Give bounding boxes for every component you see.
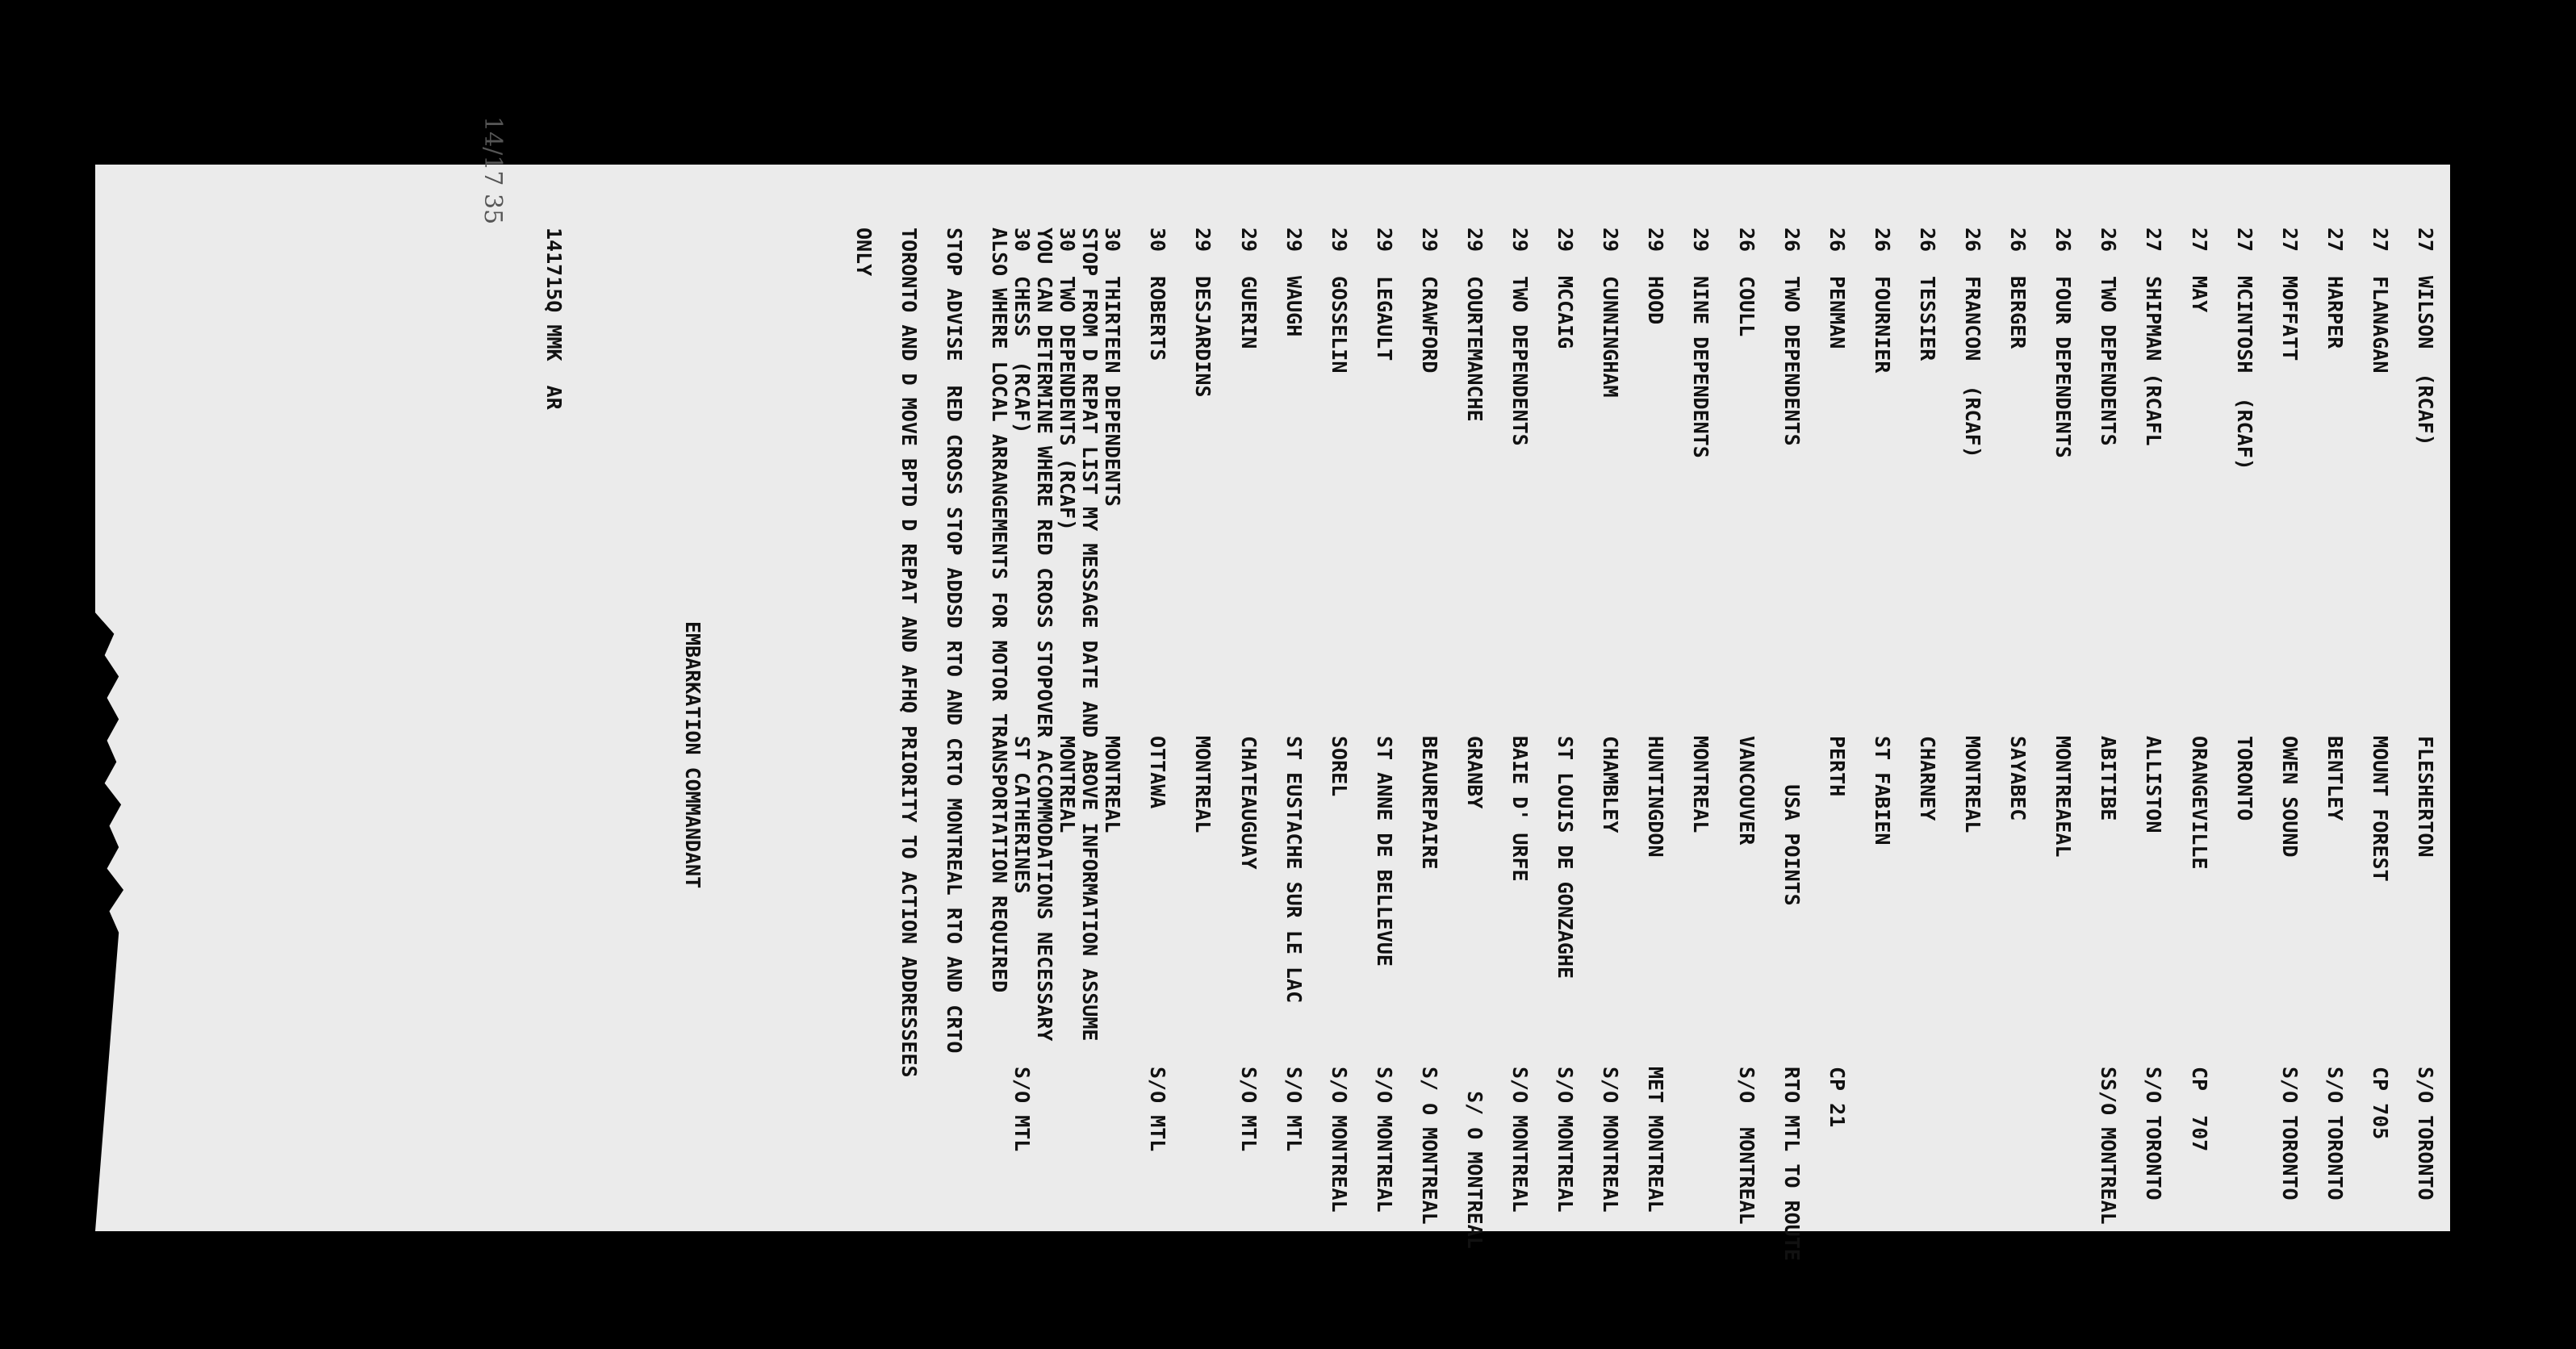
row-destination: OWEN SOUND bbox=[2277, 736, 2302, 858]
row-destination: SAYABEC bbox=[2006, 736, 2030, 821]
feed-hole bbox=[487, 1263, 508, 1284]
row-routing: CP 21 bbox=[1825, 1067, 1849, 1128]
list-row bbox=[1452, 228, 1497, 1249]
row-destination: ST ANNE DE BELLEVUE bbox=[1372, 736, 1396, 967]
message-line: TORONTO AND D MOVE BPTD D REPAT AND AFHQ PRIORITY TO ACTION ADDRESSEES bbox=[897, 228, 921, 1078]
feed-holes bbox=[99, 1263, 2448, 1296]
row-destination: SOREL bbox=[1327, 736, 1351, 797]
row-destination: ST EUSTACHE SUR LE LAC bbox=[1282, 736, 1306, 1004]
list-row bbox=[1542, 228, 1587, 1213]
feed-hole bbox=[224, 1263, 245, 1284]
feed-hole bbox=[1145, 1263, 1166, 1284]
list-row bbox=[1950, 228, 1995, 1196]
list-row bbox=[2402, 228, 2448, 1201]
list-row bbox=[1587, 228, 1633, 1213]
row-date: 26 bbox=[1734, 228, 1758, 253]
row-name: HARPER bbox=[2323, 276, 2347, 349]
row-name: CRAWFORD bbox=[1417, 276, 1441, 374]
row-routing: S/O MONTREAL bbox=[1508, 1067, 1533, 1213]
feed-hole bbox=[1671, 1263, 1692, 1284]
list-row bbox=[2085, 228, 2131, 1225]
list-row bbox=[1859, 228, 1905, 1196]
row-name: FOURNIER bbox=[1870, 276, 1894, 374]
row-date: 29 bbox=[1508, 228, 1533, 253]
list-row bbox=[2222, 228, 2267, 1196]
row-routing: S/O TORONTO bbox=[2323, 1067, 2347, 1201]
row-name: MAY bbox=[2187, 276, 2211, 313]
row-routing: MET MONTREAL bbox=[1644, 1067, 1668, 1213]
row-routing: S/O MTL bbox=[1236, 1067, 1261, 1152]
feed-hole bbox=[2000, 1263, 2021, 1284]
row-destination: CHAMBLEY bbox=[1599, 736, 1623, 833]
feed-hole bbox=[2394, 1263, 2415, 1284]
feed-hole bbox=[421, 1263, 442, 1284]
message-reference: 141715Q MMK AR bbox=[542, 228, 566, 410]
row-date: 26 bbox=[2006, 228, 2030, 253]
message-line: STOP FROM D REPAT LIST MY MESSAGE DATE AND ABOVE INFORMATION ASSUME bbox=[1078, 228, 1102, 1042]
feed-hole bbox=[684, 1263, 705, 1284]
feed-hole bbox=[1408, 1263, 1429, 1284]
list-row bbox=[2312, 228, 2357, 1201]
row-destination: PERTH bbox=[1825, 736, 1849, 797]
row-name: WILSON (RCAF) bbox=[2414, 276, 2437, 446]
feed-hole bbox=[1277, 1263, 1298, 1284]
teletype-message bbox=[99, 116, 2448, 1261]
row-name: HOOD bbox=[1644, 276, 1668, 325]
row-date: 29 bbox=[1463, 228, 1487, 253]
row-routing: S/O MTL bbox=[1282, 1067, 1306, 1152]
row-date: 29 bbox=[1417, 228, 1441, 253]
feed-hole bbox=[1868, 1263, 1889, 1284]
row-destination: BENTLEY bbox=[2323, 736, 2347, 821]
row-name: FRANCON (RCAF) bbox=[1961, 276, 1985, 458]
row-name: MOFFATT bbox=[2277, 276, 2302, 361]
row-name: LEGAULT bbox=[1372, 276, 1396, 361]
list-row bbox=[1905, 228, 1950, 1196]
list-row bbox=[1407, 228, 1452, 1225]
row-name: GOSSELIN bbox=[1327, 276, 1351, 374]
row-name: NINE DEPENDENTS bbox=[1689, 276, 1713, 458]
row-date: 30 bbox=[1056, 228, 1080, 253]
row-name: TESSIER bbox=[1915, 276, 1939, 361]
feed-hole bbox=[1211, 1263, 1232, 1284]
feed-hole bbox=[1540, 1263, 1561, 1284]
row-destination: BEAUREPAIRE bbox=[1417, 736, 1441, 870]
row-destination: GRANBY bbox=[1463, 736, 1487, 809]
list-row bbox=[2267, 228, 2312, 1201]
feed-hole bbox=[2066, 1263, 2087, 1284]
row-routing: SS/O MONTREAL bbox=[2097, 1067, 2121, 1225]
row-name: THIRTEEN DEPENDENTS bbox=[1101, 276, 1125, 507]
row-routing: S/O MTL bbox=[1010, 1067, 1035, 1152]
row-date: 27 bbox=[2142, 228, 2166, 253]
row-destination: MONTREAL bbox=[1191, 736, 1215, 833]
row-date: 29 bbox=[1644, 228, 1668, 253]
row-routing: S/O MONTREAL bbox=[1554, 1067, 1578, 1213]
feed-hole bbox=[356, 1263, 377, 1284]
row-routing: S/O MONTREAL bbox=[1734, 1067, 1758, 1225]
row-name: GUERIN bbox=[1236, 276, 1261, 349]
row-date: 26 bbox=[1915, 228, 1939, 253]
row-date: 26 bbox=[1779, 228, 1804, 253]
row-destination: MOUNT FOREST bbox=[2368, 736, 2392, 882]
row-date: 27 bbox=[2277, 228, 2302, 253]
row-destination: ST CATHERINES bbox=[1010, 736, 1035, 894]
row-destination: ALLISTON bbox=[2142, 736, 2166, 833]
row-date: 29 bbox=[1282, 228, 1306, 253]
row-date: 27 bbox=[2414, 228, 2437, 253]
row-name: ROBERTS bbox=[1146, 276, 1170, 361]
feed-hole bbox=[1737, 1263, 1758, 1284]
row-routing: S/ O MONTREAL bbox=[1463, 1067, 1487, 1249]
row-destination: OTTAWA bbox=[1146, 736, 1170, 809]
row-destination: ORANGEVILLE bbox=[2187, 736, 2211, 870]
message-line: STOP ADVISE RED CROSS STOP ADDSD RTO AND CRTO MONTREAL RTO AND CRTO bbox=[943, 228, 966, 1054]
row-routing: S/O TORONTO bbox=[2277, 1067, 2302, 1201]
feed-hole bbox=[290, 1263, 311, 1284]
row-date: 29 bbox=[1599, 228, 1623, 253]
list-row bbox=[2176, 228, 2221, 1196]
row-date: 30 bbox=[1146, 228, 1170, 253]
row-date: 26 bbox=[1825, 228, 1849, 253]
row-destination: ST FABIEN bbox=[1870, 736, 1894, 846]
dependents-list bbox=[999, 228, 2448, 1261]
row-date: 30 bbox=[1101, 228, 1125, 253]
row-date: 29 bbox=[1191, 228, 1215, 253]
row-date: 29 bbox=[1554, 228, 1578, 253]
row-destination: TORONTO bbox=[2232, 736, 2256, 821]
row-date: 27 bbox=[2368, 228, 2392, 253]
row-destination: CHARNEY bbox=[1915, 736, 1939, 821]
row-destination: MONTREAL bbox=[1689, 736, 1713, 833]
row-date: 26 bbox=[2051, 228, 2076, 253]
list-row bbox=[1180, 228, 1225, 1196]
list-row bbox=[1678, 228, 1723, 1196]
row-destination: MONTREAL bbox=[1101, 736, 1125, 833]
feed-hole bbox=[1474, 1263, 1495, 1284]
row-date: 26 bbox=[1961, 228, 1985, 253]
row-date: 27 bbox=[2232, 228, 2256, 253]
list-row bbox=[1724, 228, 1769, 1225]
feed-hole bbox=[1605, 1263, 1626, 1284]
list-row bbox=[1814, 228, 1859, 1196]
row-routing: S/O MONTREAL bbox=[1372, 1067, 1396, 1213]
feed-hole bbox=[158, 1263, 179, 1284]
message-body bbox=[841, 228, 1112, 1212]
row-name: FOUR DEPENDENTS bbox=[2051, 276, 2076, 458]
row-name: BERGER bbox=[2006, 276, 2030, 349]
row-destination: MONTREAL bbox=[1961, 736, 1985, 833]
row-routing: RTO MTL TO ROUTE bbox=[1779, 1067, 1804, 1261]
feed-hole bbox=[1014, 1263, 1035, 1284]
list-row bbox=[1225, 228, 1270, 1196]
row-name: FLANAGAN bbox=[2368, 276, 2392, 374]
list-row bbox=[1769, 228, 1814, 1261]
list-row bbox=[1497, 228, 1542, 1213]
row-date: 29 bbox=[1236, 228, 1261, 253]
row-destination: MONTREAL bbox=[1056, 736, 1080, 833]
row-destination: ST LOUIS DE GONZAGHE bbox=[1554, 736, 1578, 979]
row-name: TWO DEPENDENTS (RCAF) bbox=[1056, 276, 1080, 532]
row-routing: S/O MONTREAL bbox=[1327, 1067, 1351, 1213]
row-name: DESJARDINS bbox=[1191, 276, 1215, 398]
feed-hole bbox=[553, 1263, 574, 1284]
row-destination: ABITIBE bbox=[2097, 736, 2121, 821]
row-date: 29 bbox=[1689, 228, 1713, 253]
row-destination: VANCOUVER bbox=[1734, 736, 1758, 846]
signature: EMBARKATION COMMANDANT bbox=[681, 621, 705, 889]
feed-hole bbox=[2329, 1263, 2350, 1284]
row-name: SHIPMAN (RCAFL bbox=[2142, 276, 2166, 446]
feed-hole bbox=[1342, 1263, 1363, 1284]
row-routing: S/O MONTREAL bbox=[1599, 1067, 1623, 1213]
feed-hole bbox=[1079, 1263, 1100, 1284]
row-name: CHESS (RCAF) bbox=[1010, 276, 1035, 434]
row-date: 29 bbox=[1372, 228, 1396, 253]
row-date: 26 bbox=[1870, 228, 1894, 253]
feed-hole bbox=[816, 1263, 837, 1284]
row-routing: CP 707 bbox=[2187, 1067, 2211, 1152]
row-destination: CHATEAUGUAY bbox=[1236, 736, 1261, 870]
message-line: ALSO WHERE LOCAL ARRANGEMENTS FOR MOTOR TRANSPORTATION REQUIRED bbox=[988, 228, 1011, 993]
row-destination: USA POINTS bbox=[1779, 736, 1804, 906]
list-row bbox=[1995, 228, 2040, 1196]
row-destination: FLESHERTON bbox=[2414, 736, 2437, 858]
row-routing: S/O TORONTO bbox=[2142, 1067, 2166, 1201]
list-row bbox=[1135, 228, 1180, 1196]
row-name: TWO DEPENDENTS bbox=[1508, 276, 1533, 446]
list-row bbox=[1361, 228, 1407, 1213]
feed-hole bbox=[619, 1263, 640, 1284]
row-date: 29 bbox=[1327, 228, 1351, 253]
row-destination: BAIE D' URFE bbox=[1508, 736, 1533, 882]
row-name: PENMAN bbox=[1825, 276, 1849, 349]
list-row bbox=[1316, 228, 1361, 1213]
row-name: WAUGH bbox=[1282, 276, 1306, 337]
handwritten-note: 14/17 35 bbox=[479, 116, 507, 225]
row-routing: S/ O MONTREAL bbox=[1417, 1067, 1441, 1225]
row-name: TWO DEPENDENTS bbox=[1779, 276, 1804, 446]
row-name: COURTEMANCHE bbox=[1463, 276, 1487, 422]
list-row bbox=[2040, 228, 2085, 1196]
row-routing: S/O MTL bbox=[1146, 1067, 1170, 1152]
row-date: 30 bbox=[1010, 228, 1035, 253]
list-row bbox=[1633, 228, 1678, 1213]
feed-hole bbox=[1803, 1263, 1824, 1284]
row-name: COULL bbox=[1734, 276, 1758, 337]
row-routing: S/O TORONTO bbox=[2414, 1067, 2437, 1201]
feed-hole bbox=[947, 1263, 968, 1284]
row-destination: HUNTINGDON bbox=[1644, 736, 1668, 858]
row-date: 27 bbox=[2323, 228, 2347, 253]
row-date: 26 bbox=[2097, 228, 2121, 253]
row-destination: MONTREAEAL bbox=[2051, 736, 2076, 858]
row-date: 27 bbox=[2187, 228, 2211, 253]
feed-hole bbox=[2198, 1263, 2218, 1284]
row-routing: CP 705 bbox=[2368, 1067, 2392, 1140]
feed-hole bbox=[1934, 1263, 1955, 1284]
feed-hole bbox=[751, 1263, 772, 1284]
message-line: YOU CAN DETERMINE WHERE RED CROSS STOPOVER ACCOMMODATIONS NECESSARY bbox=[1033, 228, 1056, 1042]
row-name: TWO DEPENDENTS bbox=[2097, 276, 2121, 446]
list-row bbox=[1271, 228, 1316, 1196]
list-row bbox=[2357, 228, 2402, 1196]
feed-hole bbox=[882, 1263, 903, 1284]
row-name: MCCAIG bbox=[1554, 276, 1578, 349]
feed-hole bbox=[2263, 1263, 2284, 1284]
list-row bbox=[2131, 228, 2176, 1201]
row-name: MCINTOSH (RCAF) bbox=[2232, 276, 2256, 470]
feed-hole bbox=[2131, 1263, 2152, 1284]
message-line: ONLY bbox=[852, 228, 876, 277]
row-name: CUNNINGHAM bbox=[1599, 276, 1623, 398]
